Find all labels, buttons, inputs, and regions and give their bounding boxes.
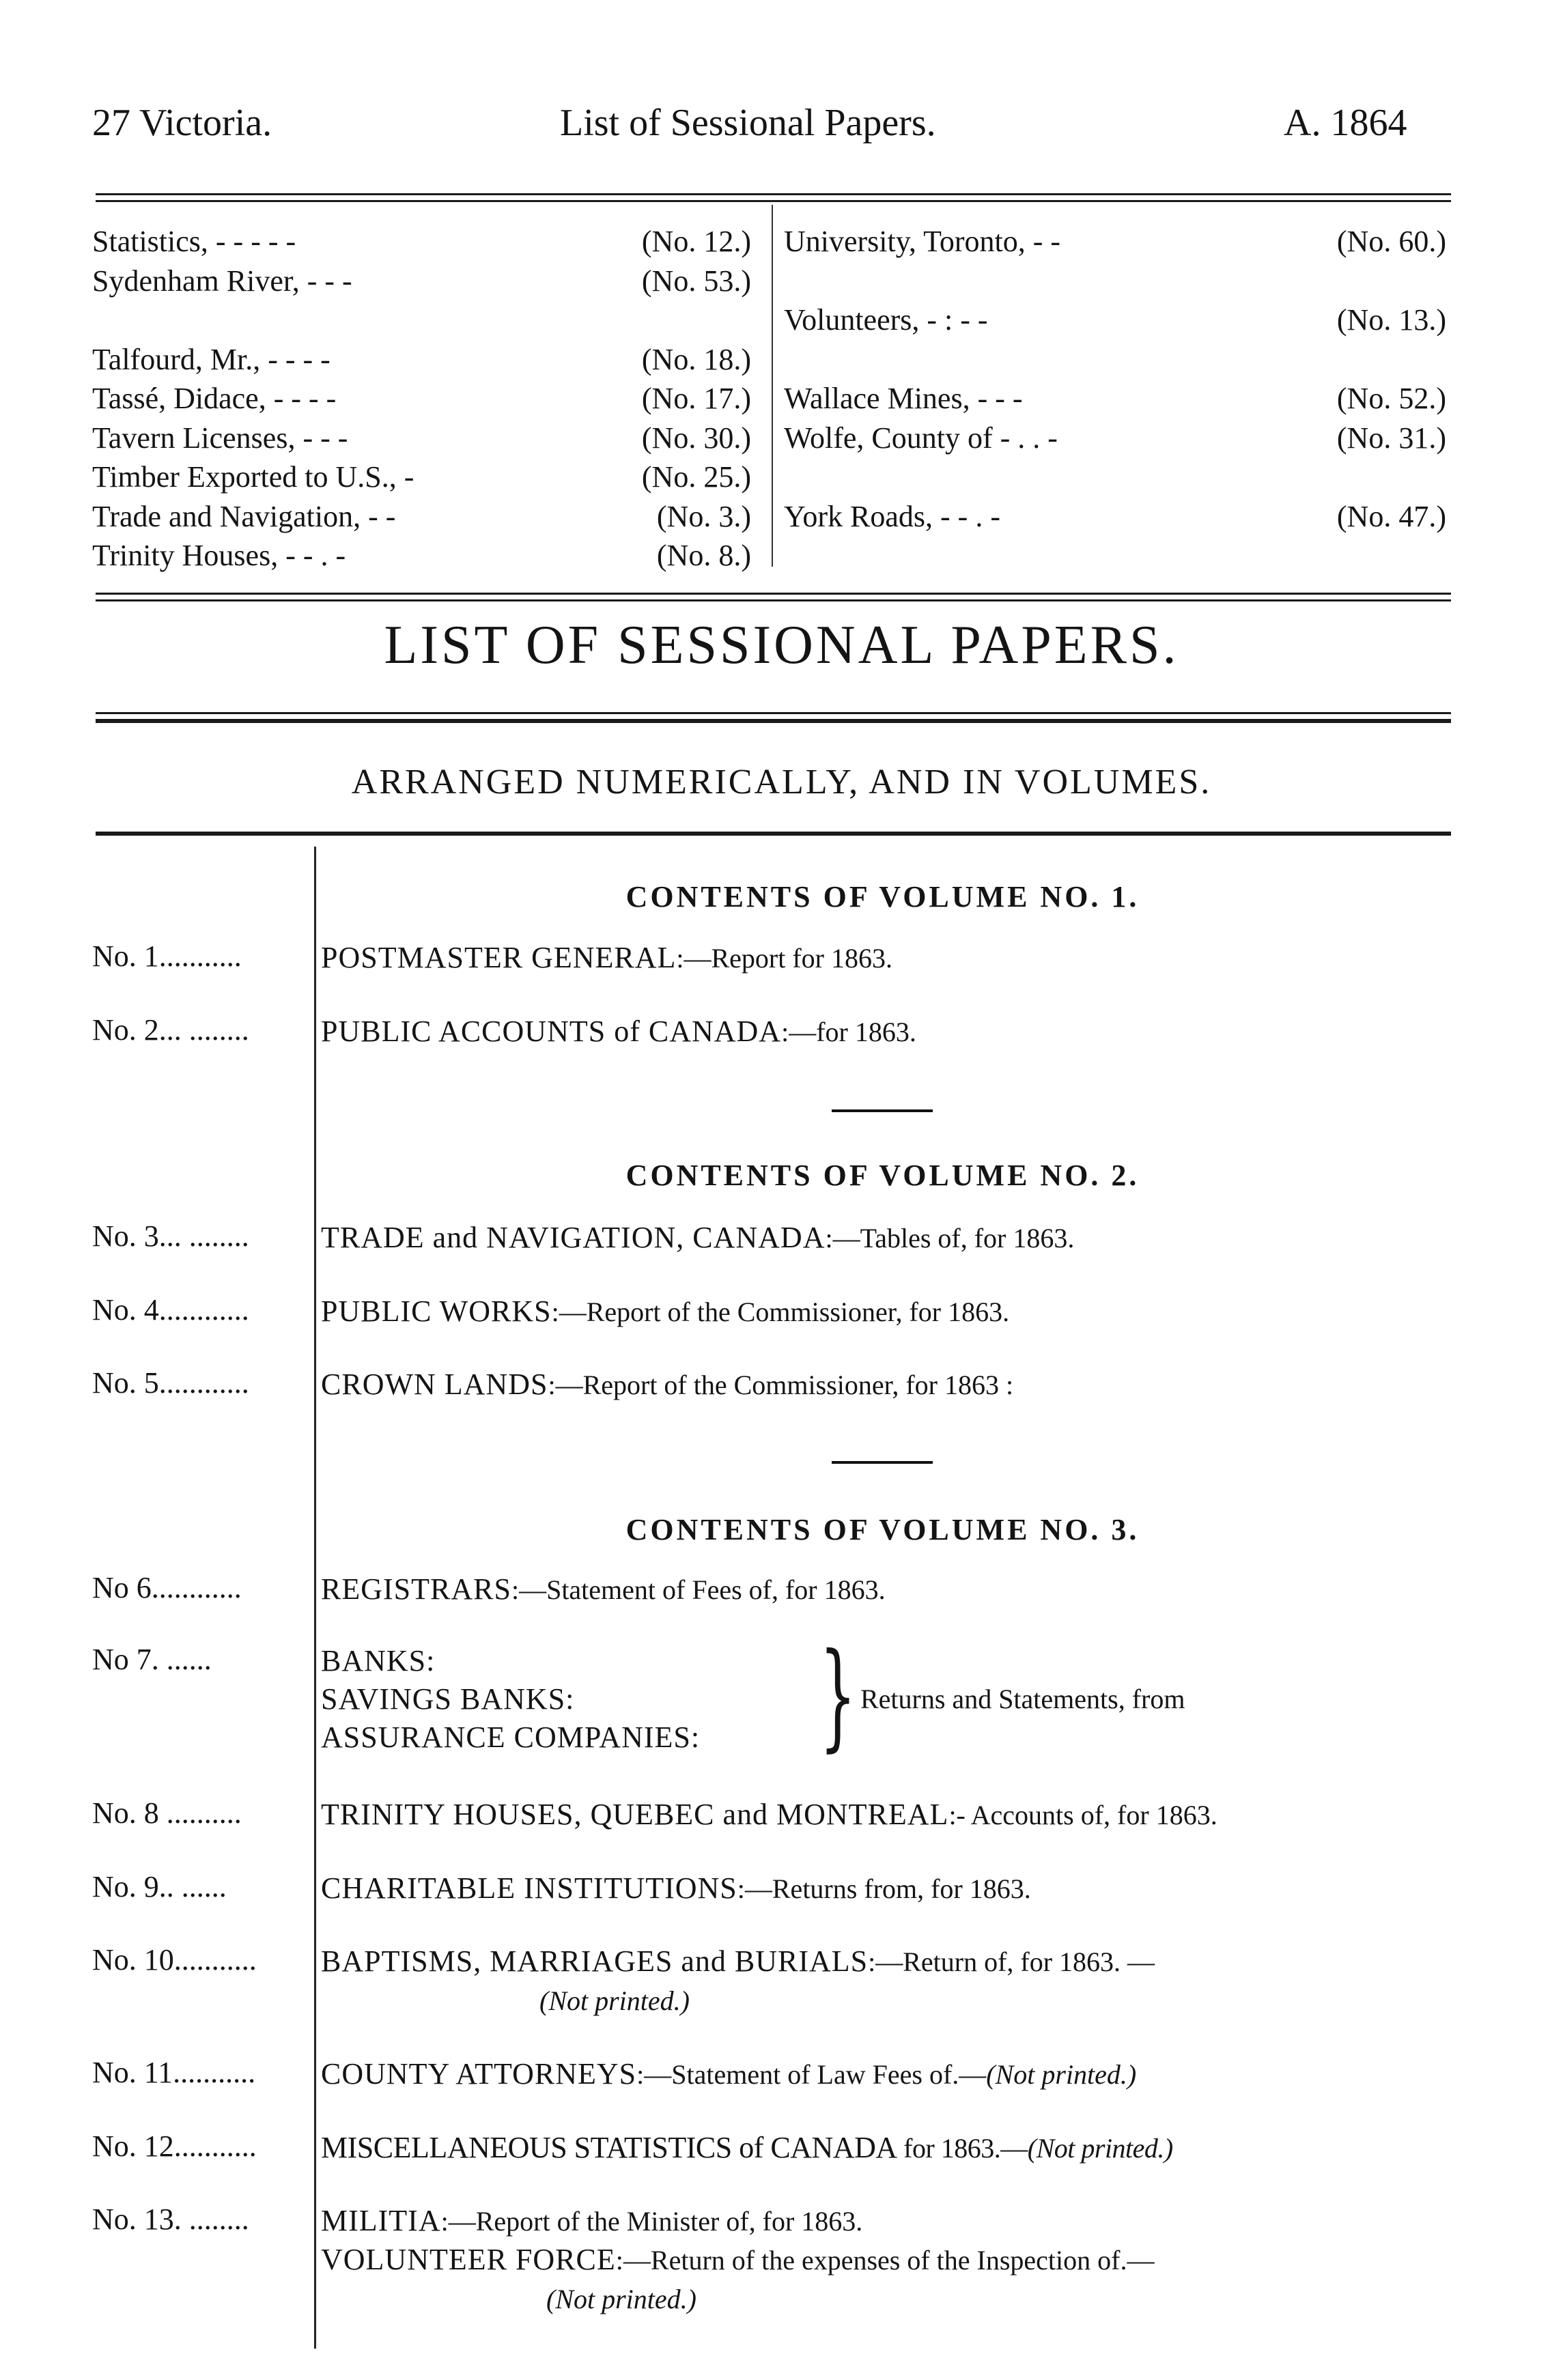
section-divider [832,1109,933,1112]
header-center: List of Sessional Papers. [560,102,936,144]
subtitle-rule [96,832,1451,836]
index-row [784,340,1446,380]
paper-detail: :—Statement of Law Fees of.— [636,2059,987,2090]
paper-description [321,2129,1454,2168]
index-label: Sydenham River, - - - [92,264,352,298]
index-rule [96,593,1451,595]
index-label: Trinity Houses, - - . - [92,539,346,572]
title-rule-thick [96,719,1451,723]
paper-number: No. 13. ........ [92,2202,249,2236]
header-rule [96,193,1451,195]
paper-detail: :—Report of the Commissioner, for 1863 : [548,1370,1014,1400]
paper-title: SAVINGS BANKS: [321,1682,575,1716]
paper-description [321,1012,1454,1051]
index-label: Wolfe, County of - . . - [784,421,1058,455]
index-row [784,300,1446,340]
paper-number: No. 2... ........ [92,1013,249,1047]
index-ref: (No. 3.) [656,499,751,533]
index-ref: (No. 25.) [641,460,751,494]
index-label: Timber Exported to U.S., - [92,460,414,494]
index-ref: (No. 12.) [641,225,751,258]
paper-description [321,1219,1454,1258]
index-column-divider [772,205,773,567]
index-row [784,261,1446,301]
header-left: 27 Victoria. [92,102,272,144]
index-ref: (No. 31.) [1336,421,1446,455]
paper-number: No. 12........... [92,2129,257,2163]
paper-description [321,2202,1454,2319]
index-ref: (No. 53.) [641,264,751,298]
volume-heading: CONTENTS OF VOLUME NO. 2. [625,1159,1140,1192]
paper-title: VOLUNTEER FORCE [321,2243,616,2276]
volume-heading: CONTENTS OF VOLUME NO. 1. [625,880,1140,913]
not-printed-note: (Not printed.) [539,1985,690,2016]
paper-description [321,1869,1454,1908]
paper-title: PUBLIC WORKS [321,1294,552,1328]
not-printed-note: (Not printed.) [546,2284,696,2314]
paper-description [321,1570,1454,1609]
index-label [784,457,1446,497]
paper-detail: :—Report of the Minister of, for 1863. [440,2206,863,2237]
index-column-right [784,222,1446,576]
header-right: A. 1864 [1284,102,1407,144]
paper-title: MILITIA [321,2204,441,2237]
index-row [784,536,1446,576]
index-row [92,261,751,301]
paper-title: REGISTRARS [321,1572,511,1606]
index-row [92,379,751,419]
paper-detail: :—Report of the Commissioner, for 1863. [551,1297,1010,1327]
index-rule-2 [96,599,1451,601]
paper-description [321,1365,1454,1404]
paper-detail: :—Returns from, for 1863. [737,1873,1031,1904]
paper-title: BAPTISMS, MARRIAGES and BURIALS [321,1944,869,1978]
index-row [784,379,1446,419]
paper-title: BANKS: [321,1644,436,1677]
paper-number: No. 4............ [92,1293,249,1327]
paper-detail: Returns and Statements, from [860,1684,1185,1714]
index-ref: (No. 13.) [1336,303,1446,337]
paper-title: CHARITABLE INSTITUTIONS [321,1871,737,1905]
index-label [784,261,1446,301]
index-row [784,457,1446,497]
index-ref: (No. 60.) [1336,225,1446,258]
paper-number: No. 9.. ...... [92,1870,227,1903]
paper-detail: for 1863.— [897,2133,1028,2164]
index-ref: (No. 47.) [1336,499,1446,533]
index-label: York Roads, - - . - [784,499,1000,533]
paper-number: No. 5............ [92,1366,249,1400]
index-row [92,419,751,458]
index-ref: (No. 52.) [1336,382,1446,415]
index-ref: (No. 30.) [641,421,751,455]
not-printed-note: (Not printed.) [1027,2133,1173,2164]
index-row [92,457,751,497]
title-rule [96,712,1451,714]
paper-title: TRINITY HOUSES, QUEBEC and MONTREAL [321,1798,949,1831]
index-label: Talfourd, Mr., - - - - [92,342,330,376]
index-column-left [92,222,751,576]
number-column-divider [314,847,316,2349]
index-row [92,340,751,380]
paper-title: TRADE and NAVIGATION, CANADA [321,1221,826,1254]
paper-number: No. 3... ........ [92,1219,249,1253]
index-row [784,222,1446,261]
index-label [784,536,1446,576]
paper-description [321,1942,1454,2020]
paper-description [321,2055,1454,2094]
paper-title-group [321,1642,826,1757]
index-row [92,536,751,576]
index-ref: (No. 17.) [641,382,751,415]
paper-number: No. 1........... [92,939,242,973]
paper-number: No 6............ [92,1571,242,1604]
paper-description [321,939,1454,978]
section-divider [832,1461,933,1464]
paper-title: CROWN LANDS [321,1368,548,1401]
index-label: Wallace Mines, - - - [784,382,1023,415]
brace-glyph: } [819,1628,857,1763]
index-row [92,222,751,261]
not-printed-note: (Not printed.) [986,2059,1137,2090]
paper-title: ASSURANCE COMPANIES: [321,1720,701,1754]
index-ref: (No. 18.) [641,342,751,376]
index-label: Volunteers, - : - - [784,303,988,337]
index-label: Trade and Navigation, - - [92,499,396,533]
index-label: Statistics, - - - - - [92,225,296,258]
paper-detail: :- Accounts of, for 1863. [948,1800,1217,1830]
paper-detail: :—Tables of, for 1863. [825,1223,1075,1253]
volume-heading: CONTENTS OF VOLUME NO. 3. [625,1513,1140,1546]
index-row [92,300,751,340]
page-subtitle: ARRANGED NUMERICALLY, AND IN VOLUMES. [351,763,1212,802]
paper-title: POSTMASTER GENERAL [321,941,677,974]
index-ref: (No. 8.) [656,539,751,572]
index-label: Tassé, Didace, - - - - [92,382,337,415]
paper-detail: :—Statement of Fees of, for 1863. [511,1574,886,1605]
index-row [784,497,1446,537]
page-title: LIST OF SESSIONAL PAPERS. [384,615,1179,675]
paper-number: No. 10........... [92,1943,257,1977]
index-label [92,300,751,340]
index-row [92,497,751,537]
index-label: Tavern Licenses, - - - [92,421,348,455]
index-label [784,340,1446,380]
index-label: University, Toronto, - - [784,225,1061,258]
paper-detail: :—Return of the expenses of the Inspection of.— [615,2245,1155,2276]
paper-detail: :—Report for 1863. [676,943,892,974]
paper-description [321,1796,1454,1834]
paper-title: COUNTY ATTORNEYS [321,2057,637,2091]
paper-detail: :—for 1863. [781,1017,916,1047]
paper-number: No 7. ...... [92,1643,212,1676]
paper-description [321,1292,1454,1331]
index-row [784,419,1446,458]
paper-detail: :—Return of, for 1863. — [868,1946,1155,1977]
paper-title: PUBLIC ACCOUNTS of CANADA [321,1015,782,1048]
paper-number: No. 8 .......... [92,1796,242,1830]
header-rule-2 [96,200,1451,202]
paper-title: MISCELLANEOUS STATISTICS of CANADA [321,2131,897,2164]
paper-number: No. 11........... [92,2056,256,2089]
